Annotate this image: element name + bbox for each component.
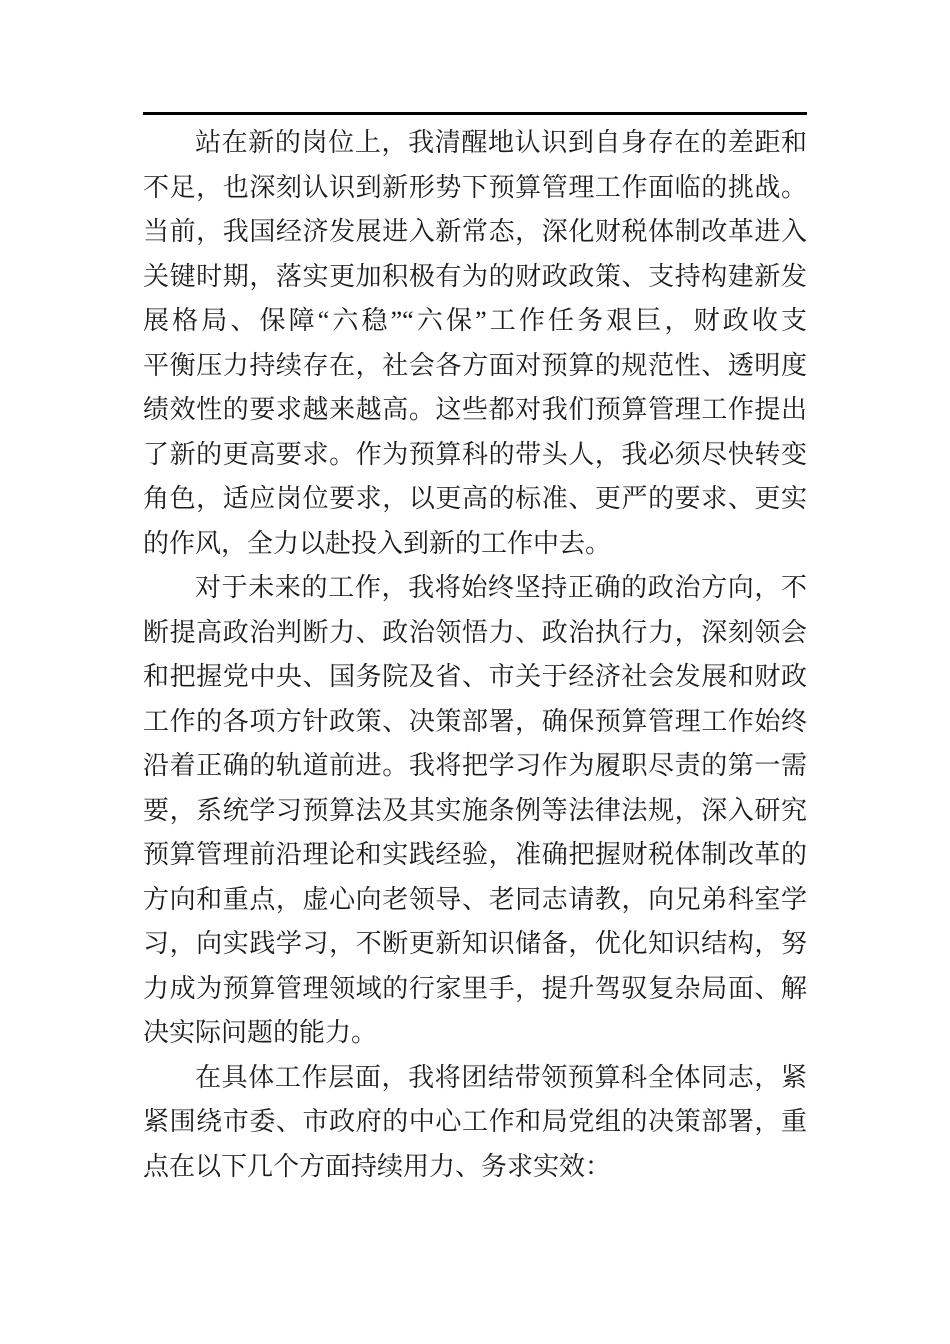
text-line: 点在以下几个方面持续用力、务求实效： <box>143 1151 612 1181</box>
text-line: 不足，也深刻认识到新形势下预算管理工作面临的挑战。 <box>143 172 807 202</box>
text-line: 预算管理前沿理论和实践经验，准确把握财税体制改革的 <box>143 840 807 869</box>
text-line: 沿着正确的轨道前进。我将把学习作为履职尽责的第一需 <box>143 751 807 780</box>
text-line: 力成为预算管理领域的行家里手，提升驾驭复杂局面、解 <box>143 973 807 1003</box>
text-line: 当前，我国经济发展进入新常态，深化财税体制改革进入 <box>143 217 807 246</box>
paragraph <box>143 1056 807 1190</box>
text-line: 展格局、保障“六稳”“六保”工作任务艰巨，财政收支 <box>143 306 807 335</box>
text-line: 对于未来的工作，我将始终坚持正确的政治方向，不 <box>195 573 807 602</box>
text-line: 断提高政治判断力、政治领悟力、政治执行力，深刻领会 <box>143 617 807 647</box>
document-body <box>143 121 807 1189</box>
paragraph <box>143 566 807 1056</box>
text-line: 习，向实践学习，不断更新知识储备，优化知识结构，努 <box>143 929 807 958</box>
text-line: 工作的各项方针政策、决策部署，确保预算管理工作始终 <box>143 706 807 736</box>
text-line: 绩效性的要求越来越高。这些都对我们预算管理工作提出 <box>143 395 807 424</box>
text-line: 决实际问题的能力。 <box>143 1018 378 1047</box>
text-line: 方向和重点，虚心向老领导、老同志请教，向兄弟科室学 <box>143 884 807 914</box>
text-line: 关键时期，落实更加积极有为的财政政策、支持构建新发 <box>143 261 807 291</box>
text-line: 的作风，全力以赴投入到新的工作中去。 <box>143 528 612 558</box>
header-rule <box>143 112 807 115</box>
paragraph <box>143 121 807 566</box>
text-line: 了新的更高要求。作为预算科的带头人，我必须尽快转变 <box>143 439 807 469</box>
text-line: 平衡压力持续存在，社会各方面对预算的规范性、透明度 <box>143 350 807 380</box>
text-line: 和把握党中央、国务院及省、市关于经济社会发展和财政 <box>143 662 807 691</box>
text-line: 要，系统学习预算法及其实施条例等法律法规，深入研究 <box>143 795 807 825</box>
text-line: 角色，适应岗位要求，以更高的标准、更严的要求、更实 <box>143 484 807 513</box>
text-line: 在具体工作层面，我将团结带领预算科全体同志，紧 <box>195 1062 807 1092</box>
text-line: 站在新的岗位上，我清醒地认识到自身存在的差距和 <box>195 128 807 157</box>
text-line: 紧围绕市委、市政府的中心工作和局党组的决策部署，重 <box>143 1107 807 1136</box>
